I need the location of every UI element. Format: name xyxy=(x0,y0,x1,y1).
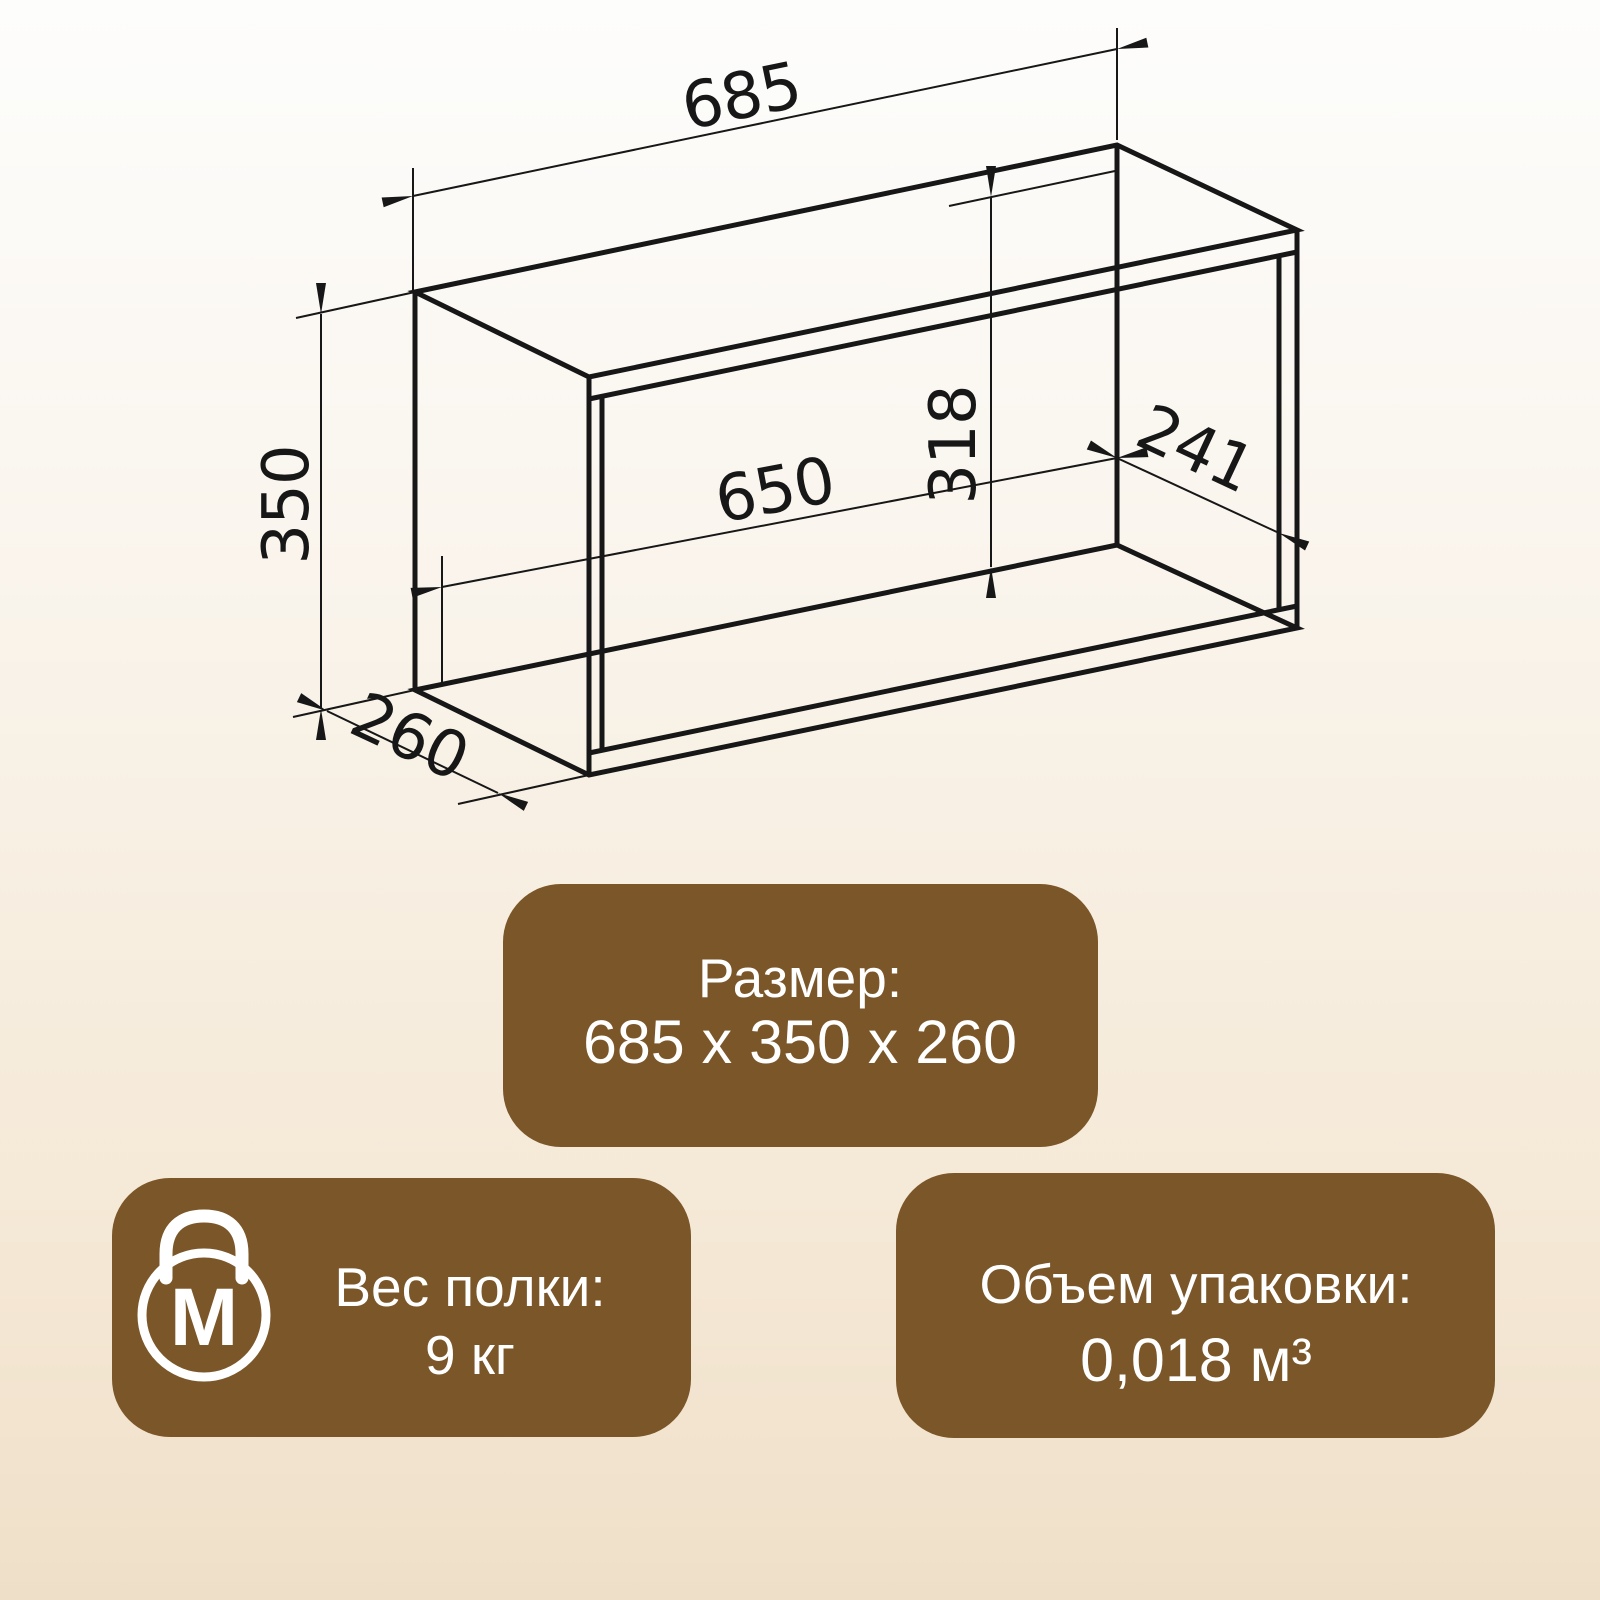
size-badge-title: Размер: xyxy=(697,947,903,1009)
dimension-inner-depth xyxy=(1117,391,1279,533)
dim-inner-height-label: 318 xyxy=(917,385,991,505)
extension-line xyxy=(458,775,589,804)
shelf-bottom-panel-inner-edge xyxy=(589,606,1297,753)
shelf-bottom-face xyxy=(415,545,1297,775)
dimension-inner-height xyxy=(917,171,1115,567)
dim-outer-depth-label: 260 xyxy=(339,678,479,796)
dimension-outer-height xyxy=(250,292,415,717)
shelf-top-panel-inner-edge xyxy=(589,252,1297,399)
weight-badge-title: Вес полки: xyxy=(334,1256,606,1318)
volume-badge-value: 0,018 м³ xyxy=(1080,1326,1312,1394)
dim-outer-width-label: 685 xyxy=(675,48,808,146)
weight-badge xyxy=(112,1178,691,1437)
dimension-outer-width xyxy=(413,28,1117,290)
dim-inner-depth-label: 241 xyxy=(1125,390,1265,508)
dim-outer-height-label: 350 xyxy=(250,445,324,565)
size-badge xyxy=(503,884,1098,1147)
extension-line xyxy=(296,292,415,318)
shelf-drawing xyxy=(250,28,1297,804)
kettlebell-letter: М xyxy=(169,1272,239,1363)
volume-badge xyxy=(896,1173,1495,1438)
weight-badge-value: 9 кг xyxy=(425,1324,515,1386)
dim-inner-width-label: 650 xyxy=(709,443,841,539)
size-badge-value: 685 x 350 x 260 xyxy=(582,1008,1018,1076)
volume-badge-title: Объем упаковки: xyxy=(979,1253,1413,1315)
dimension-outer-depth xyxy=(327,679,589,804)
